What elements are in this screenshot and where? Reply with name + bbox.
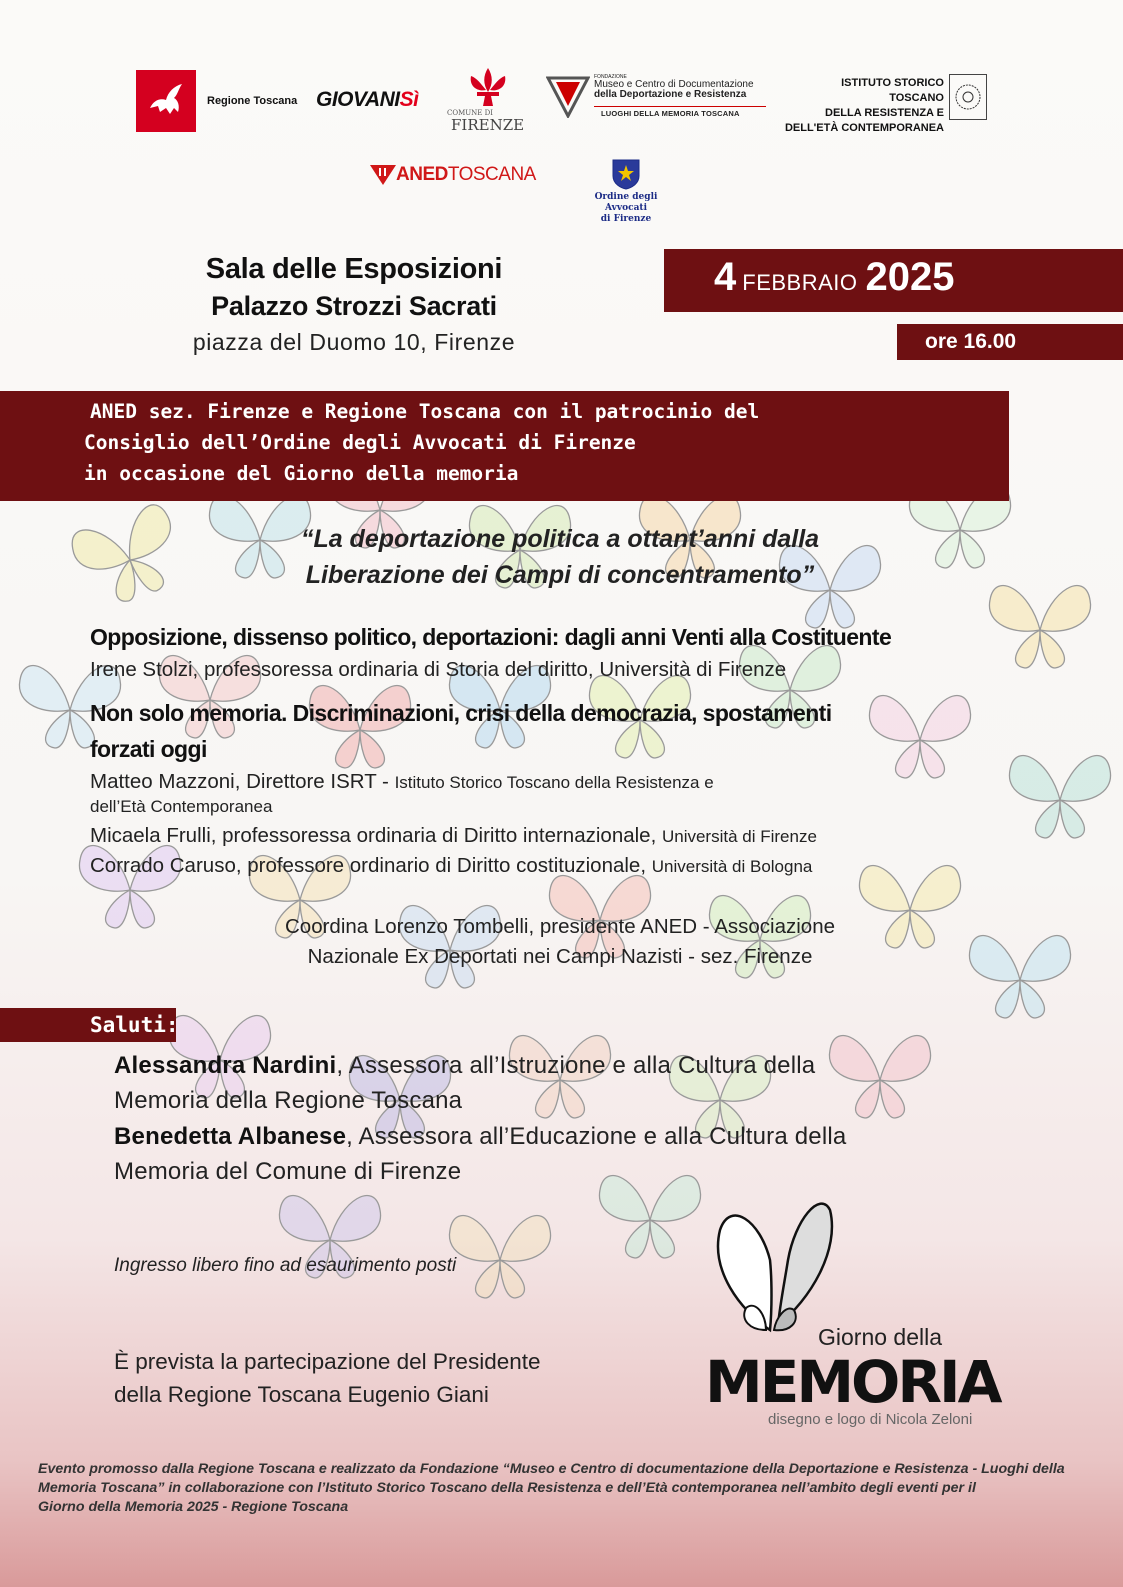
promo-line3: in occasione del Giorno della memoria (84, 462, 519, 485)
footer-line3: Giorno della Memoria 2025 - Regione Toscana (38, 1499, 349, 1515)
footer-line2: Memoria Toscana” in collaborazione con l’Istituto Storico Toscano della Resistenza e dell’Età contemporanea nell’ambito degli eventi per il (38, 1480, 976, 1496)
ordine-line1: Ordine degli Avvocati (594, 192, 658, 213)
albanese-role-2: Memoria del Comune di Firenze (114, 1158, 462, 1185)
albanese-role: , Assessora all’Educazione e alla Cultura della (346, 1123, 847, 1150)
coordinator-line2: Nazionale Ex Deportati nei Campi Nazisti - sez. Firenze (307, 945, 813, 968)
speaker-mazzoni-inst: Istituto Storico Toscano della Resistenza e (394, 773, 714, 792)
speaker-frulli-inst: Università di Firenze (661, 827, 817, 846)
isrt-line1: ISTITUTO STORICO TOSCANO (841, 77, 944, 104)
butterfly-icon (700, 1190, 860, 1340)
coordinator-line1: Coordina Lorenzo Tombelli, presidente ANED - Associazione (284, 915, 835, 938)
museo-sub: LUOGHI DELLA MEMORIA TOSCANA (601, 109, 740, 118)
shield-icon (611, 158, 641, 190)
promo-banner (0, 391, 1009, 501)
title-line1: “La deportazione politica a ottant’anni dalla (300, 525, 820, 553)
date-month: FEBBRAIO (742, 270, 858, 295)
speaker-caruso (90, 854, 812, 878)
title-line2: Liberazione dei Campi di concentramento” (305, 561, 815, 589)
promo-line1: ANED sez. Firenze e Regione Toscana con il patrocinio del (90, 400, 760, 423)
speaker-frulli (90, 824, 817, 848)
si-label: Sì (399, 88, 419, 111)
museo-name-2: della Deportazione e Resistenza (594, 89, 747, 100)
presidente-line2: della Regione Toscana Eugenio Giani (114, 1382, 489, 1407)
memoria-label: MEMORIA (705, 1348, 1000, 1416)
comune-di-label: COMUNE DI (447, 109, 493, 117)
venue-palace: Palazzo Strozzi Sacrati (211, 291, 497, 321)
museo-deportazione-logo (546, 72, 768, 122)
saluti-nardini (114, 1052, 815, 1080)
museo-name: Museo e Centro di Documentazione (594, 79, 754, 90)
venue-address: piazza del Duomo 10, Firenze (192, 329, 516, 355)
credit-label: disegno e logo di Nicola Zeloni (768, 1411, 973, 1428)
speaker-caruso-inst: Università di Bologna (651, 857, 813, 876)
talk2-title-line1: Non solo memoria. Discriminazioni, crisi della democrazia, spostamenti (90, 700, 832, 726)
ingresso-note: Ingresso libero fino ad esaurimento posti (114, 1255, 457, 1276)
aned-toscana-logo (370, 164, 536, 186)
date-year: 2025 (865, 255, 955, 299)
pegasus-icon (136, 70, 196, 132)
nardini-name: Alessandra Nardini (114, 1052, 337, 1079)
aned-triangle-icon (370, 165, 396, 185)
date-day: 4 (714, 255, 737, 299)
giorno-memoria-logo (700, 1190, 1020, 1430)
comune-firenze-logo (445, 66, 525, 136)
footer-note (38, 1460, 1088, 1517)
speaker-mazzoni (90, 770, 714, 794)
talk1-title: Opposizione, dissenso politico, deportazioni: dagli anni Venti alla Costituente (90, 624, 892, 650)
ordine-avvocati-logo (574, 158, 678, 224)
speaker-mazzoni-cont: dell’Età Contemporanea (90, 797, 273, 816)
giovani-label: GIOVANI (316, 88, 400, 111)
triangle-icon (546, 74, 590, 118)
speaker-caruso-main: Corrado Caruso, professore ordinario di Diritto costituzionale, (90, 854, 652, 877)
museo-fondazione: FONDAZIONE (594, 74, 627, 80)
albanese-name: Benedetta Albanese (114, 1123, 347, 1150)
saluti-label: Saluti: (90, 1013, 179, 1037)
nardini-role-2: Memoria della Regione Toscana (114, 1087, 463, 1114)
time-banner (897, 324, 1123, 360)
speaker-frulli-main: Micaela Frulli, professoressa ordinaria di Diritto internazionale, (90, 824, 662, 847)
giorno-della-label: Giorno della (818, 1324, 943, 1350)
saluti-albanese (114, 1123, 846, 1151)
talk2-title-line2: forzati oggi (90, 736, 207, 762)
isrt-seal-icon (949, 74, 987, 120)
nardini-role: , Assessora all’Istruzione e alla Cultura della (336, 1052, 816, 1079)
talk1-speaker: Irene Stolzi, professoressa ordinaria di Storia del diritto, Università di Firenze (90, 658, 787, 681)
isrt-line2: DELLA RESISTENZA E (825, 107, 944, 119)
venue (160, 250, 548, 360)
date-banner (664, 249, 1123, 312)
aned-label: ANED (396, 164, 448, 185)
presidente-note (114, 1345, 541, 1411)
presidente-line1: È prevista la partecipazione del Presidente (114, 1349, 541, 1374)
isrt-logo (784, 76, 944, 136)
firenze-label: FIRENZE (451, 116, 525, 134)
giglio-icon (463, 66, 513, 110)
isrt-line3: DELL'ETÀ CONTEMPORANEA (784, 122, 944, 134)
coordinator (160, 912, 960, 972)
aned-toscana-label: TOSCANA (447, 164, 536, 185)
giovani-si-logo (316, 88, 418, 112)
venue-hall: Sala delle Esposizioni (205, 253, 503, 285)
regione-toscana-label: Regione Toscana (207, 95, 298, 107)
time-label: ore 16.00 (925, 330, 1017, 353)
event-title (180, 521, 940, 593)
footer-line1: Evento promosso dalla Regione Toscana e realizzato da Fondazione “Museo e Centro di documentazione della Deportazione e Resistenza - Luoghi della (38, 1461, 1065, 1477)
saluti-banner (0, 1008, 179, 1042)
speaker-mazzoni-main: Matteo Mazzoni, Direttore ISRT - (90, 770, 395, 793)
ordine-line2: di Firenze (600, 214, 652, 224)
promo-line2: Consiglio dell’Ordine degli Avvocati di Firenze (84, 431, 636, 454)
